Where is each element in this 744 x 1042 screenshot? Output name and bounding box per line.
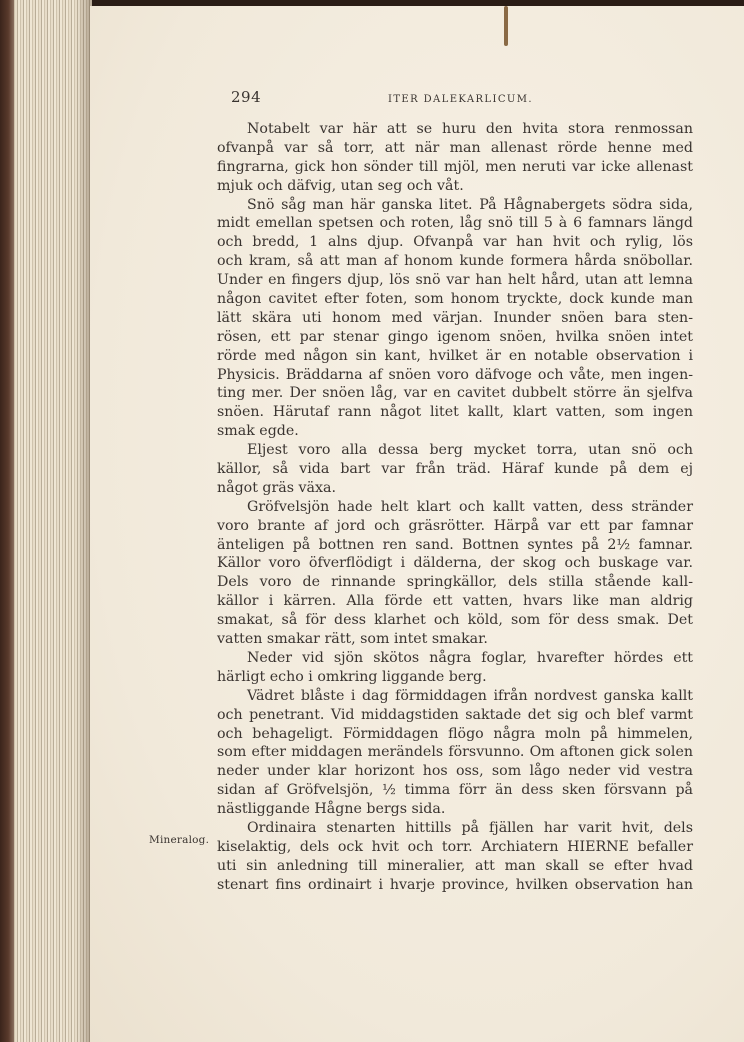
running-head: ITER DALEKARLICUM. <box>388 94 533 105</box>
text-line: voro brante af jord och gräsrötter. Härpå var ett par famnar <box>217 517 693 534</box>
text-line: ting mer. Der snöen låg, var en cavitet dubbelt större än sjelfva <box>217 385 693 402</box>
text-line: något gräs växa. <box>217 479 336 496</box>
text-line: smakat, så för dess klarhet och köld, som för dess smak. Det <box>217 612 693 629</box>
text-line: fingrarna, gick hon sönder till mjöl, men neruti var icke allenast <box>217 158 693 175</box>
text-line: snöen. Härutaf rann något litet kallt, klart vatten, som ingen <box>217 404 693 421</box>
margin-note: Mineralog. <box>149 834 210 846</box>
text-line: rörde med någon sin kant, hvilket är en notable observation i <box>217 347 693 364</box>
page-number: 294 <box>231 88 262 106</box>
text-line: neder under klar horizont hos oss, som lågo neder vid vestra <box>217 763 693 780</box>
text-line: Vädret blåste i dag förmiddagen ifrån nordvest ganska kallt <box>247 687 693 704</box>
paragraph <box>217 498 693 649</box>
text-line: Ordinaira stenarten hittills på fjällen har varit hvit, dels <box>247 819 693 836</box>
text-line: Snö såg man här ganska litet. På Hågnabergets södra sida, <box>247 196 693 213</box>
text-line: ofvanpå var så torr, att när man allenast rörde henne med <box>217 139 693 156</box>
text-line: sidan af Gröfvelsjön, ½ timma förr än dess sken försvann på <box>217 782 693 799</box>
text-line: stenart fins ordinairt i hvarje province, hvilken observation han <box>217 876 693 893</box>
text-line: nästliggande Hågne bergs sida. <box>217 801 446 818</box>
text-line: någon cavitet efter foten, som honom tryckte, dock kunde man <box>217 291 693 308</box>
body-text <box>217 120 693 895</box>
text-line: och bredd, 1 alns djup. Ofvanpå var han hvit och rylig, lös <box>217 234 693 251</box>
paragraph <box>217 120 693 196</box>
text-line: smak egde. <box>217 423 299 440</box>
text-line: Källor voro öfverflödigt i dälderna, der skog och buskage var. <box>217 555 693 572</box>
text-line: härligt echo i omkring liggande berg. <box>217 668 487 685</box>
text-line: Gröfvelsjön hade helt klart och kallt vatten, dess stränder <box>247 498 693 515</box>
text-line: som efter middagen merändels försvunno. Om aftonen gick solen <box>217 744 693 761</box>
text-line: rösen, ett par stenar gingo igenom snöen, hvilka snöen intet <box>217 328 693 345</box>
paragraph <box>217 819 693 895</box>
paragraph <box>217 687 693 819</box>
text-line: änteligen på bottnen ren sand. Bottnen syntes på 2½ famnar. <box>217 536 693 553</box>
text-line: och kram, så att man af honom kunde formera hårda snöbollar. <box>217 253 693 270</box>
text-line: Notabelt var här att se huru den hvita stora renmossan <box>247 121 693 137</box>
text-line: uti sin anledning till mineralier, att man skall se efter hvad <box>217 857 693 874</box>
paragraph <box>217 196 693 442</box>
text-line: Eljest voro alla dessa berg mycket torra, utan snö och <box>247 442 693 459</box>
text-line: och behageligt. Förmiddagen flögo några moln på himmelen, <box>217 725 693 742</box>
text-line: kiselaktig, dels ock hvit och torr. Archiatern HIERNE befaller <box>217 838 693 855</box>
bookmark-ribbon <box>504 6 508 46</box>
text-line: Neder vid sjön skötos några foglar, hvarefter hördes ett <box>247 649 693 666</box>
text-line: källor i kärren. Alla förde ett vatten, hvars like man aldrig <box>217 593 693 610</box>
text-line: Under en fingers djup, lös snö var han helt hård, utan att lemna <box>217 272 693 289</box>
text-line: Physicis. Bräddarna af snöen voro däfvoge och våte, men ingen- <box>217 366 693 383</box>
text-line: vatten smakar rätt, som intet smakar. <box>217 631 488 648</box>
text-line: mjuk och däfvig, utan seg och våt. <box>217 177 464 194</box>
text-line: Dels voro de rinnande springkällor, dels stilla stående kall- <box>217 574 693 591</box>
text-line: midt emellan spetsen och roten, låg snö till 5 à 6 famnars längd <box>217 215 693 232</box>
book-binding <box>0 0 14 1042</box>
text-line: lätt skära uti honom med värjan. Inunder snöen bara sten- <box>217 309 693 326</box>
paragraph <box>217 649 693 687</box>
text-line: källor, så vida bart var från träd. Häraf kunde på dem ej <box>217 461 693 478</box>
paragraph <box>217 441 693 498</box>
text-line: och penetrant. Vid middagstiden saktade det sig och blef varmt <box>217 706 693 723</box>
